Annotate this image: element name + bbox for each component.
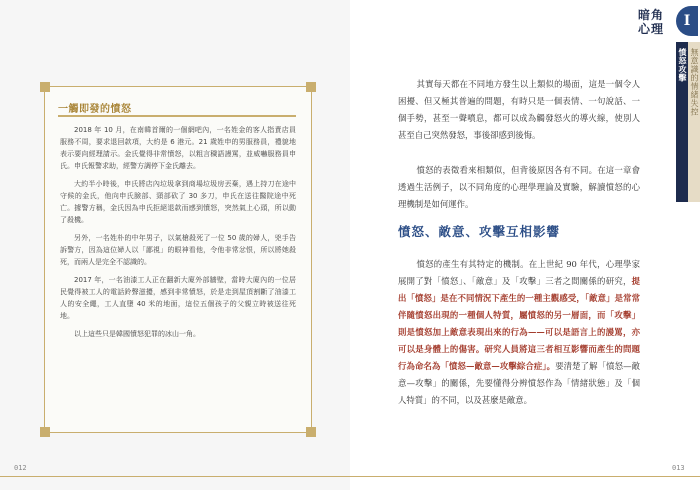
right-page	[350, 0, 700, 490]
section-heading: 憤怒、敵意、攻擊互相影響	[398, 224, 561, 239]
body-text-span: 要清楚了解「憤怒—敵意—攻擊」的關係，先要懂得分辨憤怒作為「情緒狀態」及「個人特質」的不同，以及甚麼是敵意。	[398, 361, 641, 405]
body-paragraph	[398, 256, 640, 409]
footer-divider	[0, 476, 350, 477]
box-title: 一觸即發的憤怒	[58, 104, 132, 115]
chapter-number-badge: I	[676, 6, 698, 36]
body-text	[398, 76, 640, 144]
chapter-title-line: 暗角	[637, 8, 664, 22]
frame-corner-ornament	[306, 82, 316, 92]
box-body	[60, 124, 296, 346]
highlighted-text: 提出「憤怒」是在不同情況下產生的一種主觀感受，「敵意」是常常伴隨憤怒出現的一種個人特質，屬憤怒的另一層面，而「攻擊」則是憤怒加上敵意表現出來的行為——可以是語言上的謾罵，亦可以是身體上的傷害。研究人員將這三者相互影響而產生的問題行為命名為「憤怒—敵意—攻擊綜合症」。	[398, 276, 640, 371]
frame-corner-ornament	[306, 427, 316, 437]
page-number-left: 012	[14, 464, 27, 472]
side-tab-sublabel: 無意識的情緒失控	[690, 48, 699, 116]
box-title-divider	[58, 115, 296, 117]
body-paragraph: 其實每天都在不同地方發生以上類似的場面，這是一個令人困擾、但又極其普遍的問題，有時只是一個表情、一句說話、一個手勢，甚至一聲噴息，都可以成為觸發怒火的導火線，使別人甚至自己突然發怒，事後卻感到後悔。	[398, 79, 640, 140]
body-text-span: 憤怒的產生有其特定的機制。在上世紀 90 年代，心理學家展開了對「憤怒」、「敵意」及「攻擊」三者之間關係的研究，	[398, 259, 640, 286]
frame-corner-ornament	[40, 427, 50, 437]
box-paragraph: 以上這些只是韓國憤怒犯罪的冰山一角。	[74, 330, 200, 338]
box-paragraph: 另外，一名姓朴的中年男子，以氣槍殺死了一位 50 歲的婦人，兇手告訴警方，因為這位婦人以「鄙視」的眼神看他，令他非常忿恨，所以將她殺死，而兩人是完全不認識的。	[60, 234, 296, 266]
chapter-title-line: 心理	[637, 22, 664, 36]
body-text	[398, 256, 640, 409]
side-tab-label: 憤怒攻擊	[678, 48, 687, 82]
chapter-title	[630, 8, 672, 36]
page-number-right: 013	[672, 464, 685, 472]
frame-corner-ornament	[40, 82, 50, 92]
body-paragraph: 憤怒的表徵看來相類似，但背後原因各有不同。在這一章會透過生活例子，以不同角度的心理學理論及實驗，解讀憤怒的心理機制是如何運作。	[398, 165, 640, 209]
footer-divider	[350, 476, 700, 477]
box-paragraph: 大約半小時後，申氏將店內垃圾拿到商場垃圾房丟棄，遇上持刀在途中守候的金氏，他向申氏臉部、頸部砍了 30 多刀，申氏在送往醫院途中死亡。據警方稱，金氏因為申氏拒絕退款而感到憤怒，突然氣上心頭，所以動了殺機。	[60, 180, 296, 224]
box-paragraph: 2018 年 10 月，在南韓首爾的一個網吧內，一名姓金的客人指責店員服務不周，要求退回款項，大約是 6 港元。21 歲姓申的男服務員，禮貌地表示要向經理請示。金氏覺得非常憤怒，以粗言穢語謾罵，並威嚇服務員申氏。申氏報警求助，經警方調停下金氏離去。	[60, 126, 296, 170]
box-paragraph: 2017 年，一名油漆工人正在翻新大廈外部牆壁，當時大廈內的一位居民覺得被工人的電話鈴聲滋擾，感到非常憤怒，於是走到屋頂割斷了油漆工人的安全繩，工人直墮 40 米的地面，這位五個孩子的父親立時被送往死地。	[60, 276, 296, 320]
body-text	[398, 162, 640, 213]
